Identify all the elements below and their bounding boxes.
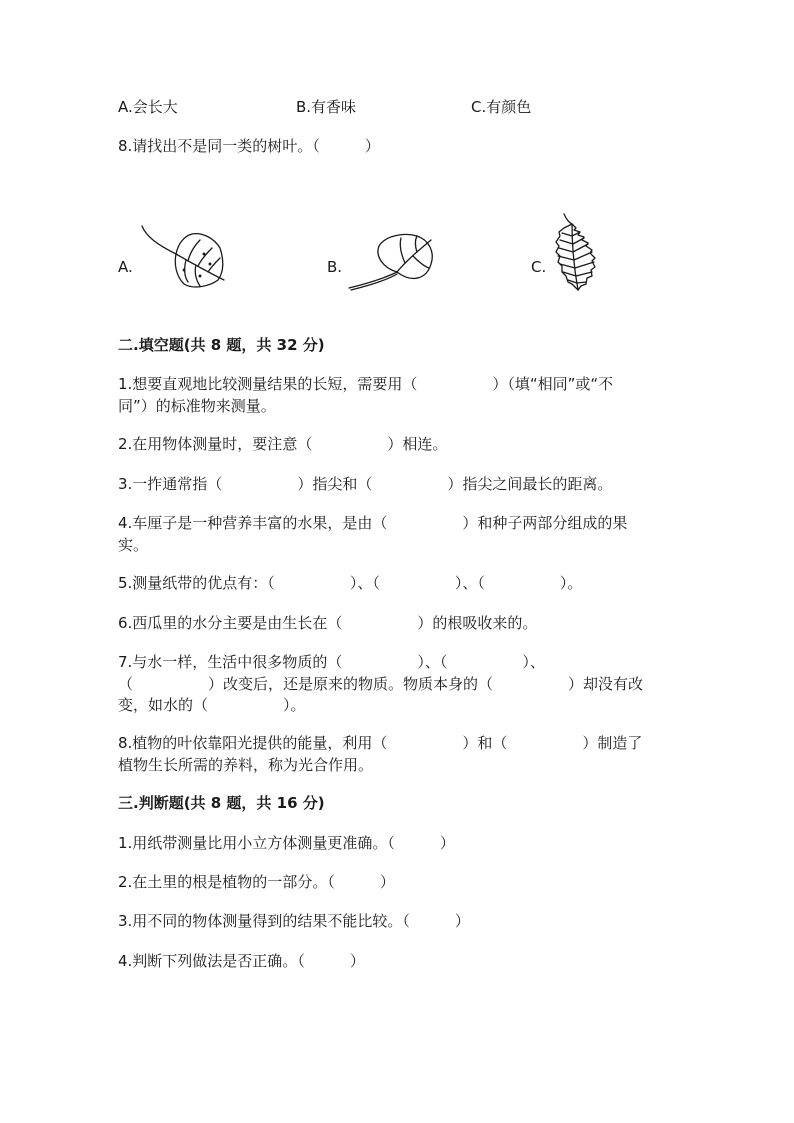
s2-q6: 6.西瓜里的水分主要是由生长在（ ）的根吸收来的。 <box>118 614 538 632</box>
s2-q8-line1: 8.植物的叶依靠阳光提供的能量，利用（ ）和（ ）制造了 <box>118 734 643 752</box>
s2-q5: 5.测量纸带的优点有：（ ）、（ ）、（ ）。 <box>118 574 583 592</box>
q8-option-c-label: C. <box>531 258 547 276</box>
q8-option-b-label: B. <box>327 258 343 276</box>
s2-q1-line1: 1.想要直观地比较测量结果的长短，需要用（ ）（填“相同”或“不 <box>118 375 614 393</box>
s3-q1: 1.用纸带测量比用小立方体测量更准确。（ ） <box>118 834 455 852</box>
s2-q7-line1: 7.与水一样，生活中很多物质的（ ）、（ ）、 <box>118 653 545 671</box>
s2-q1-line2: 同”）的标准物来测量。 <box>118 397 276 415</box>
q8-option-a-label: A. <box>118 258 133 276</box>
section3-heading: 三.判断题(共 8 题，共 16 分) <box>118 794 325 812</box>
leaf-b-icon <box>345 230 437 294</box>
s2-q8-line2: 植物生长所需的养料，称为光合作用。 <box>118 756 374 774</box>
section2-heading: 二.填空题(共 8 题，共 32 分) <box>118 336 325 354</box>
s2-q2: 2.在用物体测量时，要注意（ ）相连。 <box>118 435 448 453</box>
q7-option-b: B.有香味 <box>296 98 357 116</box>
q7-option-c: C.有颜色 <box>471 98 532 116</box>
s2-q4-line2: 实。 <box>118 536 149 554</box>
s3-q3: 3.用不同的物体测量得到的结果不能比较。（ ） <box>118 912 470 930</box>
s2-q4-line1: 4.车厘子是一种营养丰富的水果，是由（ ）和种子两部分组成的果 <box>118 514 628 532</box>
s3-q4: 4.判断下列做法是否正确。（ ） <box>118 952 365 970</box>
q7-option-a: A.会长大 <box>118 98 178 116</box>
s3-q2: 2.在土里的根是植物的一部分。（ ） <box>118 873 395 891</box>
leaf-c-icon <box>550 212 610 296</box>
s2-q7-line2: （ ）改变后，还是原来的物质。物质本身的（ ）却没有改 <box>118 675 644 693</box>
s2-q3: 3.一拃通常指（ ）指尖和（ ）指尖之间最长的距离。 <box>118 475 613 493</box>
leaf-a-icon <box>138 224 230 292</box>
s2-q7-line3: 变，如水的（ ）。 <box>118 696 306 714</box>
q8-question: 8.请找出不是同一类的树叶。（ ） <box>118 137 380 155</box>
